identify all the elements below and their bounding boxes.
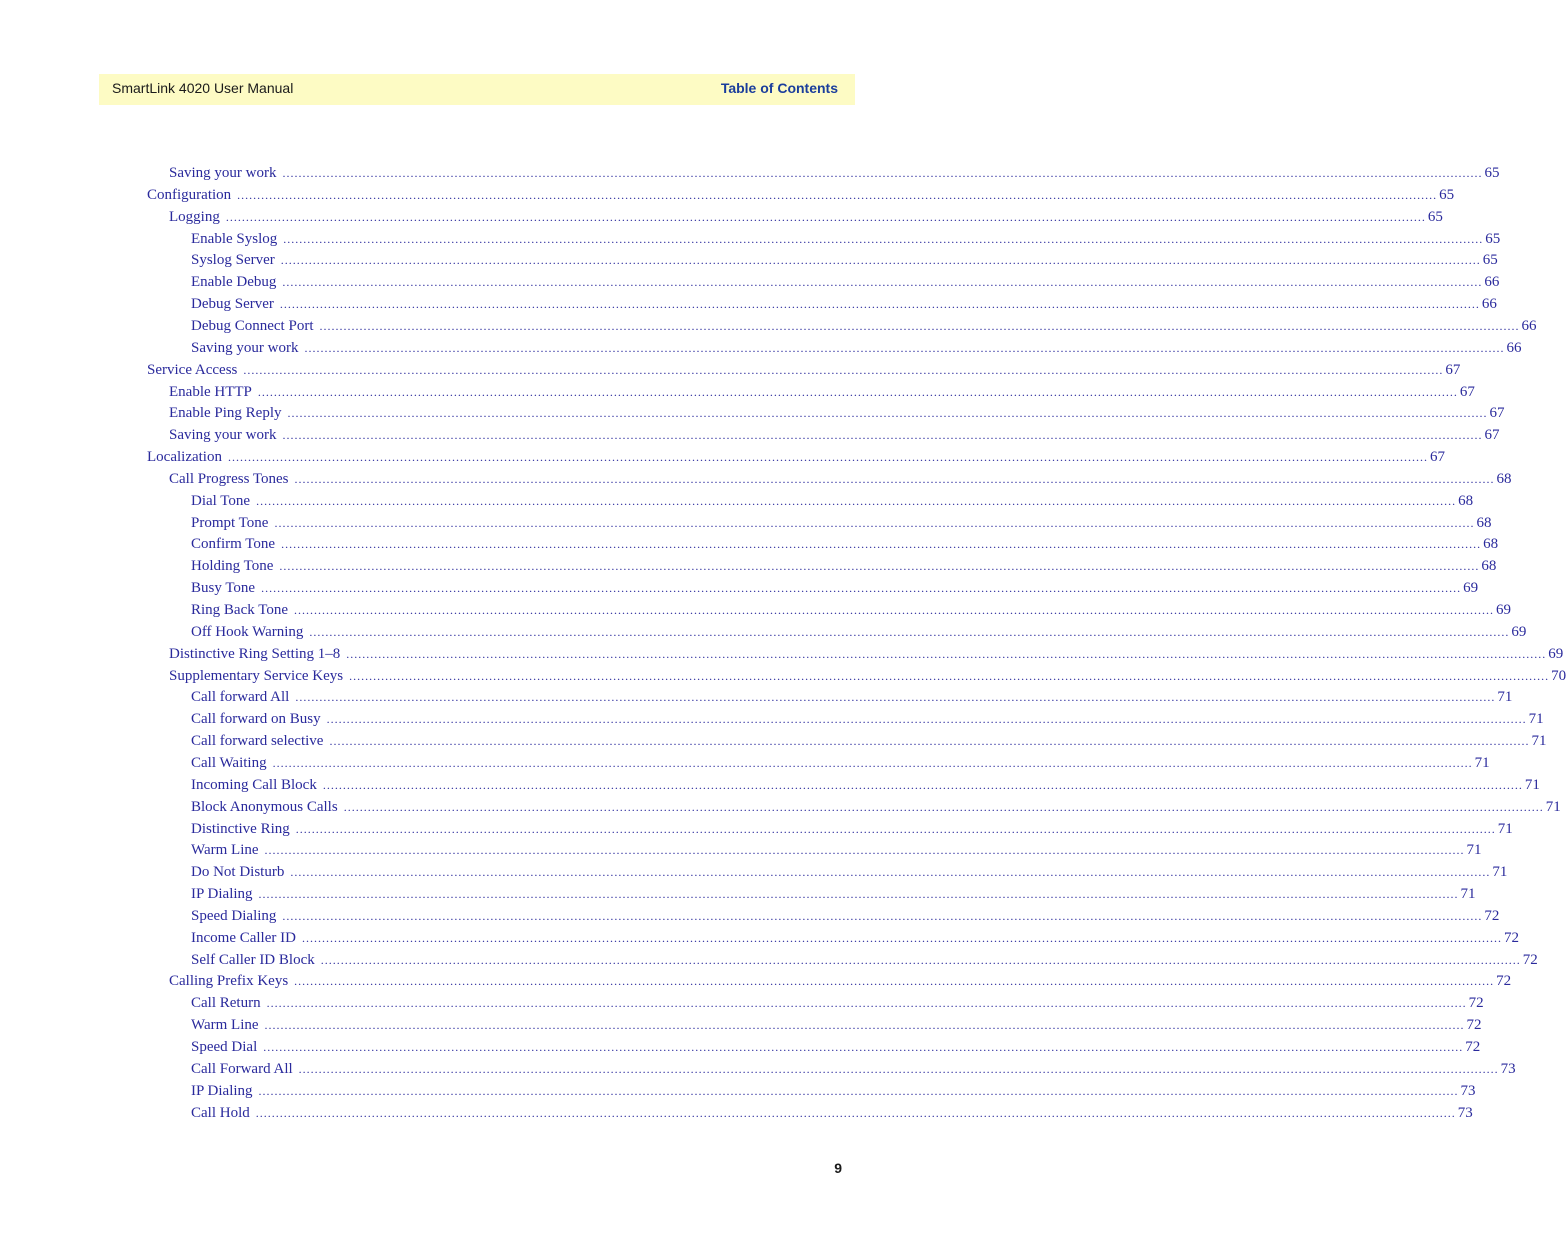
toc-entry[interactable] xyxy=(191,730,1547,752)
toc-entry-page: 67 xyxy=(1429,449,1445,466)
toc-entry[interactable] xyxy=(169,206,1443,228)
toc-entry-page: 69 xyxy=(1463,580,1479,597)
toc-entry[interactable] xyxy=(191,927,1519,949)
toc-dot-leader: ............................................................................................................................................................................................................................................................................................................ xyxy=(319,318,1520,333)
toc-entry-page: 72 xyxy=(1522,951,1538,968)
toc-dot-leader: ............................................................................................................................................................................................................................................................................................................ xyxy=(294,603,1494,617)
toc-entry-page: 71 xyxy=(1528,711,1544,728)
toc-entry-label: Call Progress Tones xyxy=(169,470,289,487)
page-header xyxy=(99,74,855,105)
toc-entry-label: Self Caller ID Block xyxy=(191,951,315,968)
toc-entry-label: Warm Line xyxy=(191,1017,259,1034)
toc-entry-page: 71 xyxy=(1460,886,1476,903)
toc-entry[interactable] xyxy=(191,708,1544,730)
toc-dot-leader: ............................................................................................................................................................................................................................................................................................................ xyxy=(287,406,1488,421)
toc-dot-leader: ............................................................................................................................................................................................................................................................................................................ xyxy=(343,799,1544,814)
toc-entry-label: Income Caller ID xyxy=(191,929,296,946)
toc-dot-leader: ............................................................................................................................................................................................................................................................................................................ xyxy=(280,253,1481,268)
toc-entry-page: 73 xyxy=(1460,1082,1476,1099)
toc-entry-page: 65 xyxy=(1439,186,1455,203)
toc-dot-leader: ............................................................................................................................................................................................................................................................................................................ xyxy=(237,187,1438,202)
toc-entry-page: 65 xyxy=(1485,230,1501,247)
toc-entry-label: Calling Prefix Keys xyxy=(169,973,289,990)
toc-entry[interactable] xyxy=(191,533,1499,555)
toc-dot-leader: ............................................................................................................................................................................................................................................................................................................ xyxy=(295,690,1496,705)
toc-entry-page: 71 xyxy=(1531,733,1547,750)
toc-entry-page: 70 xyxy=(1551,667,1566,684)
toc-dot-leader: ............................................................................................................................................................................................................................................................................................................ xyxy=(261,581,1462,596)
toc-entry[interactable] xyxy=(191,228,1501,250)
toc-entry-page: 67 xyxy=(1489,405,1505,422)
toc-entry[interactable] xyxy=(191,818,1513,840)
toc-entry-label: Confirm Tone xyxy=(191,536,276,553)
toc-entry[interactable] xyxy=(191,1036,1481,1058)
toc-dot-leader: ............................................................................................................................................................................................................................................................................................................ xyxy=(349,668,1550,683)
toc-entry-label: Block Anonymous Calls xyxy=(191,798,338,815)
toc-entry[interactable] xyxy=(191,1014,1482,1036)
toc-entry-page: 67 xyxy=(1459,383,1475,400)
toc-entry[interactable] xyxy=(191,577,1479,599)
toc-dot-leader: ............................................................................................................................................................................................................................................................................................................ xyxy=(255,1105,1456,1120)
toc-entry[interactable] xyxy=(191,293,1497,315)
toc-entry-label: Do Not Disturb xyxy=(191,864,285,881)
toc-entry-page: 66 xyxy=(1506,339,1522,356)
toc-entry-label: Enable Syslog xyxy=(191,230,278,247)
toc-entry-label: Enable Ping Reply xyxy=(169,405,282,422)
toc-entry[interactable] xyxy=(191,796,1561,818)
toc-dot-leader: ............................................................................................................................................................................................................................................................................................................ xyxy=(282,275,1483,290)
toc-entry-label: Call Forward All xyxy=(191,1060,293,1077)
toc-dot-leader: ............................................................................................................................................................................................................................................................................................................ xyxy=(283,231,1484,246)
toc-entry[interactable] xyxy=(191,555,1497,577)
toc-entry[interactable] xyxy=(191,1102,1473,1124)
toc-entry-label: Saving your work xyxy=(169,165,277,181)
toc-entry-label: Ring Back Tone xyxy=(191,602,288,618)
toc-entry-label: Debug Server xyxy=(191,296,274,313)
toc-entry-label: Saving your work xyxy=(191,339,299,356)
toc-dot-leader: ............................................................................................................................................................................................................................................................................................................ xyxy=(258,1083,1459,1098)
toc-entry-page: 71 xyxy=(1474,754,1490,771)
toc-dot-leader: ............................................................................................................................................................................................................................................................................................................ xyxy=(322,777,1523,792)
toc-dot-leader: ............................................................................................................................................................................................................................................................................................................ xyxy=(256,493,1457,508)
toc-entry[interactable] xyxy=(191,337,1522,359)
toc-dot-leader: ............................................................................................................................................................................................................................................................................................................ xyxy=(298,1061,1499,1076)
toc-entry-label: Saving your work xyxy=(169,427,277,444)
toc-entry[interactable] xyxy=(191,774,1540,796)
toc-dot-leader: ............................................................................................................................................................................................................................................................................................................ xyxy=(304,340,1505,355)
toc-entry-label: Speed Dialing xyxy=(191,907,277,924)
toc-entry-page: 68 xyxy=(1496,470,1512,487)
toc-entry[interactable] xyxy=(169,970,1512,992)
toc-entry-page: 72 xyxy=(1468,995,1484,1012)
toc-dot-leader: ............................................................................................................................................................................................................................................................................................................ xyxy=(295,821,1496,836)
toc-entry[interactable] xyxy=(191,883,1476,905)
toc-dot-leader: ............................................................................................................................................................................................................................................................................................................ xyxy=(309,624,1510,639)
toc-entry-page: 68 xyxy=(1481,558,1497,575)
toc-entry-label: Call Return xyxy=(191,995,261,1012)
toc-dot-leader: ............................................................................................................................................................................................................................................................................................................ xyxy=(257,384,1458,399)
toc-entry-page: 72 xyxy=(1465,1039,1481,1055)
toc-entry-page: 65 xyxy=(1484,165,1500,181)
toc-entry-page: 67 xyxy=(1484,427,1500,444)
toc-entry-label: Off Hook Warning xyxy=(191,623,304,640)
toc-dot-leader: ............................................................................................................................................................................................................................................................................................................ xyxy=(301,930,1502,945)
toc-dot-leader: ............................................................................................................................................................................................................................................................................................................ xyxy=(272,755,1473,770)
toc-entry-page: 71 xyxy=(1545,798,1561,815)
toc-entry-page: 73 xyxy=(1457,1104,1473,1121)
toc-entry-page: 72 xyxy=(1503,929,1519,946)
toc-dot-leader: ............................................................................................................................................................................................................................................................................................................ xyxy=(282,428,1483,443)
toc-entry-page: 66 xyxy=(1521,317,1537,334)
toc-entry-label: Debug Connect Port xyxy=(191,317,314,334)
toc-dot-leader: ............................................................................................................................................................................................................................................................................................................ xyxy=(266,996,1467,1011)
toc-entry-label: Service Access xyxy=(147,361,238,378)
page-number: 9 xyxy=(834,1160,842,1176)
toc-entry-label: Prompt Tone xyxy=(191,514,269,531)
toc-entry-page: 72 xyxy=(1466,1017,1482,1034)
toc-dot-leader: ............................................................................................................................................................................................................................................................................................................ xyxy=(329,734,1530,749)
toc-dot-leader: ............................................................................................................................................................................................................................................................................................................ xyxy=(279,297,1480,312)
toc-entry[interactable] xyxy=(169,643,1564,665)
toc-entry-label: Call forward All xyxy=(191,689,290,706)
toc-entry-page: 71 xyxy=(1492,864,1508,881)
toc-entry-label: Logging xyxy=(169,208,220,225)
toc-entry[interactable] xyxy=(191,839,1482,861)
toc-dot-leader: ............................................................................................................................................................................................................................................................................................................ xyxy=(225,209,1426,224)
toc-entry-page: 71 xyxy=(1466,842,1482,859)
toc-dot-leader: ............................................................................................................................................................................................................................................................................................................ xyxy=(290,865,1491,880)
toc-entry-label: Distinctive Ring Setting 1–8 xyxy=(169,645,341,662)
toc-entry-label: Call Waiting xyxy=(191,754,267,771)
toc-entry[interactable] xyxy=(169,162,1500,184)
toc-entry-label: IP Dialing xyxy=(191,886,253,903)
toc-entry[interactable] xyxy=(191,992,1484,1014)
toc-entry-page: 69 xyxy=(1496,602,1511,618)
toc-entry-label: Localization xyxy=(147,449,222,466)
toc-dot-leader: ............................................................................................................................................................................................................................................................................................................ xyxy=(346,646,1547,661)
toc-dot-leader: ............................................................................................................................................................................................................................................................................................................ xyxy=(263,1040,1464,1054)
toc-entry-label: Distinctive Ring xyxy=(191,820,290,837)
toc-entry[interactable] xyxy=(191,249,1498,271)
toc-dot-leader: ............................................................................................................................................................................................................................................................................................................ xyxy=(227,450,1428,465)
toc-entry-page: 65 xyxy=(1482,252,1498,269)
toc-entry[interactable] xyxy=(191,1058,1516,1080)
toc-entry-label: Dial Tone xyxy=(191,492,251,509)
section-title[interactable]: Table of Contents xyxy=(720,80,838,96)
toc-entry-label: Configuration xyxy=(147,186,232,203)
toc-dot-leader: ............................................................................................................................................................................................................................................................................................................ xyxy=(281,537,1482,552)
toc-entry-label: Warm Line xyxy=(191,842,259,859)
toc-entry-page: 66 xyxy=(1484,274,1500,291)
toc-entry-label: Syslog Server xyxy=(191,252,275,269)
toc-entry-page: 69 xyxy=(1511,623,1527,640)
toc-entry[interactable] xyxy=(191,905,1500,927)
toc-entry[interactable] xyxy=(169,402,1505,424)
toc-entry-label: Call forward selective xyxy=(191,733,324,750)
toc-entry[interactable] xyxy=(147,184,1455,206)
toc-entry[interactable] xyxy=(147,359,1461,381)
toc-entry-label: Incoming Call Block xyxy=(191,776,317,793)
toc-entry-page: 71 xyxy=(1497,820,1513,837)
toc-dot-leader: ............................................................................................................................................................................................................................................................................................................ xyxy=(282,166,1483,180)
toc-entry-page: 66 xyxy=(1481,296,1497,313)
toc-entry-label: Speed Dial xyxy=(191,1039,258,1055)
toc-dot-leader: ............................................................................................................................................................................................................................................................................................................ xyxy=(320,952,1521,967)
toc-entry-label: Enable Debug xyxy=(191,274,277,291)
document-title: SmartLink 4020 User Manual xyxy=(112,80,294,96)
toc-entry-page: 67 xyxy=(1445,361,1461,378)
toc-entry-page: 68 xyxy=(1458,492,1474,509)
toc-entry-label: IP Dialing xyxy=(191,1082,253,1099)
toc-entry-page: 71 xyxy=(1497,689,1513,706)
toc-dot-leader: ............................................................................................................................................................................................................................................................................................................ xyxy=(279,559,1480,574)
toc-entry[interactable] xyxy=(191,861,1508,883)
toc-entry-label: Holding Tone xyxy=(191,558,274,575)
toc-entry[interactable] xyxy=(191,621,1527,643)
toc-entry[interactable] xyxy=(191,1080,1476,1102)
toc-dot-leader: ............................................................................................................................................................................................................................................................................................................ xyxy=(274,515,1475,530)
toc-entry[interactable] xyxy=(169,468,1512,490)
toc-entry-page: 71 xyxy=(1524,776,1540,793)
toc-dot-leader: ............................................................................................................................................................................................................................................................................................................ xyxy=(264,843,1465,858)
toc-entry[interactable] xyxy=(147,446,1445,468)
toc-entry-label: Call Hold xyxy=(191,1104,250,1121)
toc-dot-leader: ............................................................................................................................................................................................................................................................................................................ xyxy=(294,471,1495,486)
toc-entry[interactable] xyxy=(191,315,1537,337)
toc-entry[interactable] xyxy=(191,271,1500,293)
toc-entry-page: 72 xyxy=(1496,973,1512,990)
toc-entry-page: 65 xyxy=(1427,208,1443,225)
toc-entry-label: Enable HTTP xyxy=(169,383,252,400)
toc-entry[interactable] xyxy=(169,665,1566,687)
toc-entry[interactable] xyxy=(191,949,1538,971)
toc-entry-label: Supplementary Service Keys xyxy=(169,667,344,684)
toc-entry-page: 72 xyxy=(1484,907,1500,924)
toc-entry-page: 68 xyxy=(1483,536,1499,553)
toc-entry-page: 73 xyxy=(1500,1060,1516,1077)
toc-entry[interactable] xyxy=(169,381,1475,403)
toc-dot-leader: ............................................................................................................................................................................................................................................................................................................ xyxy=(243,362,1444,377)
toc-dot-leader: ............................................................................................................................................................................................................................................................................................................ xyxy=(294,974,1495,989)
toc-entry-label: Busy Tone xyxy=(191,580,256,597)
toc-entry[interactable] xyxy=(169,424,1500,446)
toc-dot-leader: ............................................................................................................................................................................................................................................................................................................ xyxy=(264,1018,1465,1033)
toc-entry-label: Call forward on Busy xyxy=(191,711,321,728)
toc-entry[interactable] xyxy=(191,599,1511,621)
toc-entry-page: 69 xyxy=(1548,645,1564,662)
toc-dot-leader: ............................................................................................................................................................................................................................................................................................................ xyxy=(258,887,1459,902)
toc-dot-leader: ............................................................................................................................................................................................................................................................................................................ xyxy=(326,712,1527,727)
toc-entry[interactable] xyxy=(191,490,1474,512)
toc-entry[interactable] xyxy=(191,686,1513,708)
toc-entry-page: 68 xyxy=(1476,514,1492,531)
toc-entry[interactable] xyxy=(191,752,1490,774)
toc-entry[interactable] xyxy=(191,512,1492,534)
toc-dot-leader: ............................................................................................................................................................................................................................................................................................................ xyxy=(282,908,1483,923)
